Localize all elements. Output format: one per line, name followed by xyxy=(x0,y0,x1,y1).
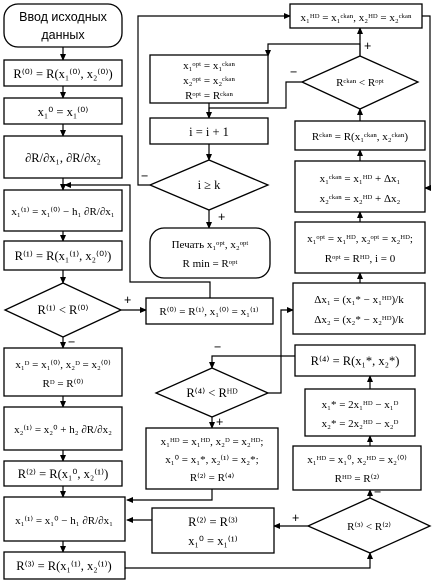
block-step1 xyxy=(4,190,122,231)
scan-line-1: x₁ᶜᵏᵃⁿ = x₁ᴴᴰ + Δx₁ xyxy=(319,173,401,185)
arrow-r4-cond4 xyxy=(212,356,295,368)
sign-cond4-no: − xyxy=(214,340,222,354)
block-star xyxy=(305,389,415,436)
block-r3 xyxy=(4,552,125,579)
r0-formula: R⁽⁰⁾ = R(x₁⁽⁰⁾, x₂⁽⁰⁾) xyxy=(13,67,113,81)
block-assign1 xyxy=(146,298,273,324)
init-line-2: Rᴴᴰ = R⁽²⁾ xyxy=(334,473,380,485)
block-r0 xyxy=(4,60,122,86)
sign-cond1-no: − xyxy=(68,335,76,349)
block-init xyxy=(293,446,421,490)
star-line-2: x₂* = 2x₂ᴴᴰ − x₂ᴰ xyxy=(321,418,399,430)
opt-line-3: Rᵒᵖᵗ = Rᶜᵏᵃⁿ xyxy=(185,90,233,102)
setnd-line-3: R⁽²⁾ = R⁽⁴⁾ xyxy=(189,472,235,484)
cond4-text: R⁽⁴⁾ < Rᴴᴰ xyxy=(186,386,238,400)
decision-cond1 xyxy=(5,283,121,337)
block-rscan xyxy=(295,121,425,150)
r4-formula: R⁽⁴⁾ = R(x₁*, x₂*) xyxy=(310,354,400,368)
block-setd xyxy=(4,348,122,396)
condscan-text: Rᶜᵏᵃⁿ < Rᵒᵖᵗ xyxy=(336,77,384,89)
block-step2 xyxy=(4,407,122,450)
assign2-line-1: R⁽²⁾ = R⁽³⁾ xyxy=(188,515,238,529)
opt-line-1: x₁ᵒᵖᵗ = x₁ᶜᵏᵃⁿ xyxy=(183,60,235,72)
optinit-line-1: x₁ᵒᵖᵗ = x₁ᴴᴰ, x₂ᵒᵖᵗ = x₂ᴴᴰ; xyxy=(307,233,413,245)
decision-cond4 xyxy=(156,368,268,417)
block-grad xyxy=(4,136,122,178)
x10-formula: x₁⁰ = x₁⁽⁰⁾ xyxy=(37,105,89,119)
block-dx xyxy=(293,283,425,334)
arrow-condscan-opt xyxy=(268,44,360,56)
block-nd xyxy=(290,4,422,28)
r3-formula: R⁽³⁾ = R(x₁⁽¹⁾, x₂⁽¹⁾) xyxy=(16,559,112,573)
decision-condscan xyxy=(302,56,418,109)
grad-formula: ∂R/∂x₁, ∂R/∂x₂ xyxy=(25,151,101,165)
block-setnd xyxy=(146,428,278,489)
step3-formula: x₁⁽¹⁾ = x₁⁰ − h₁ ∂R/∂x₁ xyxy=(15,515,113,527)
sign-cond3-yes: + xyxy=(292,511,300,525)
rscan-formula: Rᶜᵏᵃⁿ = R(x₁ᶜᵏᵃⁿ, x₂ᶜᵏᵃⁿ) xyxy=(311,131,409,143)
block-assign2 xyxy=(152,508,274,553)
start-line-1: Ввод исходных xyxy=(19,10,107,24)
assign1-formula: R⁽⁰⁾ = R⁽¹⁾, x₁⁽⁰⁾ = x₁⁽¹⁾ xyxy=(159,306,259,318)
r1-formula: R⁽¹⁾ = R(x₁⁽¹⁾, x₂⁽⁰⁾) xyxy=(14,249,112,263)
step2-formula: x₂⁽¹⁾ = x₂⁰ + h₂ ∂R/∂x₂ xyxy=(14,424,112,436)
cond3-text: R⁽³⁾ < R⁽²⁾ xyxy=(347,521,391,533)
scan-line-2: x₂ᶜᵏᵃⁿ = x₂ᴴᴰ + Δx₂ xyxy=(319,193,401,205)
block-print xyxy=(150,228,270,278)
sign-cond1-yes: + xyxy=(124,293,132,307)
star-line-1: x₁* = 2x₁ᴴᴰ − x₁ᴰ xyxy=(321,399,399,411)
optinit-line-2: Rᵒᵖᵗ = Rᴴᴰ, i = 0 xyxy=(324,253,396,265)
decision-i xyxy=(150,160,268,210)
opt-line-2: x₂ᵒᵖᵗ = x₂ᶜᵏᵃⁿ xyxy=(183,75,235,87)
block-opt xyxy=(150,55,268,103)
block-step3 xyxy=(4,497,125,541)
cond-i-text: i ≥ k xyxy=(197,178,221,192)
setd-line-2: Rᴰ = R⁽⁰⁾ xyxy=(42,378,84,390)
block-x10 xyxy=(4,98,122,124)
decision-cond3 xyxy=(308,498,430,553)
arrow-setnd-step3 xyxy=(127,489,212,500)
setnd-line-2: x₁⁰ = x₁*, x₂⁽¹⁾ = x₂*; xyxy=(165,454,259,466)
inc-formula: i = i + 1 xyxy=(189,125,229,139)
setd-line-1: x₁ᴰ = x₁⁽⁰⁾, x₂ᴰ = x₂⁽⁰⁾ xyxy=(15,359,111,371)
sign-condi-yes: + xyxy=(218,210,226,224)
dx-line-2: Δx₂ = (x₂* − x₂ᴴᴰ)/k xyxy=(314,314,404,326)
block-r4 xyxy=(295,345,415,376)
r2-formula: R⁽²⁾ = R(x₁⁰, x₂⁽¹⁾) xyxy=(17,467,109,481)
sign-cond4-yes: + xyxy=(216,415,224,429)
block-r2 xyxy=(4,461,122,486)
sign-condi-no: − xyxy=(141,169,149,183)
sign-condscan-no: − xyxy=(290,65,298,79)
print-line-1: Печать x₁ᵒᵖᵗ, x₂ᵒᵖᵗ xyxy=(171,239,249,251)
start-line-2: данных xyxy=(41,28,85,42)
block-start xyxy=(4,4,122,47)
assign2-line-2: x₁⁰ = x₁⁽¹⁾ xyxy=(188,534,238,548)
block-inc xyxy=(150,118,268,144)
arrow-r3-cond3 xyxy=(125,553,370,568)
sign-condscan-yes: + xyxy=(364,39,372,53)
init-line-1: x₁ᴴᴰ = x₁⁰, x₂ᴴᴰ = x₂⁽⁰⁾ xyxy=(307,454,407,466)
block-r1 xyxy=(4,241,122,270)
sign-cond3-no: − xyxy=(374,485,382,499)
print-line-2: R min = Rᵒᵖᵗ xyxy=(182,258,238,270)
setnd-line-1: x₁ᴴᴰ = x₁ᴴᴰ, x₂ᴰ = x₂ᴴᴰ; xyxy=(160,436,264,448)
cond1-text: R⁽¹⁾ < R⁽⁰⁾ xyxy=(37,303,89,317)
step1-formula: x₁⁽¹⁾ = x₁⁽⁰⁾ − h₁ ∂R/∂x₁ xyxy=(11,206,115,218)
block-scan xyxy=(295,161,425,212)
block-optinit xyxy=(295,222,425,273)
dx-line-1: Δx₁ = (x₁* − x₁ᴴᴰ)/k xyxy=(314,294,404,306)
nd-formula: x₁ᴴᴰ = x₁ᶜᵏᵃⁿ, x₂ᴴᴰ = x₂ᶜᵏᵃⁿ xyxy=(300,12,412,24)
